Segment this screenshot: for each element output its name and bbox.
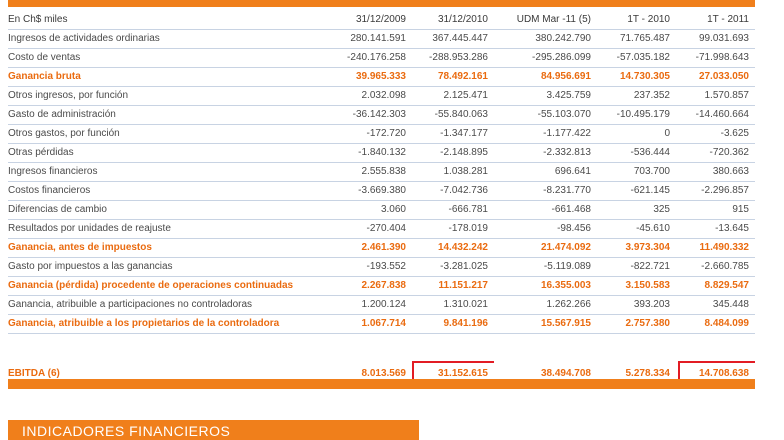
row-label: Gasto de administración (8, 106, 330, 125)
section-title: INDICADORES FINANCIEROS (22, 423, 231, 439)
row-value: 2.555.838 (330, 163, 412, 182)
row-value: 280.141.591 (330, 30, 412, 49)
row-label: Ingresos financieros (8, 163, 330, 182)
row-value: 237.352 (597, 87, 676, 106)
row-value: 27.033.050 (676, 68, 755, 87)
row-label: Otros gastos, por función (8, 125, 330, 144)
row-value: -71.998.643 (676, 49, 755, 68)
table-header-row (8, 11, 755, 30)
column-header-label: En Ch$ miles (8, 11, 330, 30)
row-value: -57.035.182 (597, 49, 676, 68)
row-value: 2.125.471 (412, 87, 494, 106)
column-header-2010: 31/12/2010 (412, 11, 494, 30)
row-value: -36.142.303 (330, 106, 412, 125)
table-row (8, 49, 755, 68)
row-value: 16.355.003 (494, 277, 597, 296)
row-value: -270.404 (330, 220, 412, 239)
ebitda-value: 38.494.708 (540, 368, 591, 379)
row-value: -2.296.857 (676, 182, 755, 201)
row-value: 14.432.242 (412, 239, 494, 258)
ebitda-value: 14.708.638 (676, 361, 755, 386)
row-value: 84.956.691 (494, 68, 597, 87)
row-value: -10.495.179 (597, 106, 676, 125)
table-row (8, 163, 755, 182)
row-value: 1.570.857 (676, 87, 755, 106)
row-value: -178.019 (412, 220, 494, 239)
row-value: 915 (676, 201, 755, 220)
row-value: -661.468 (494, 201, 597, 220)
row-value: 0 (597, 125, 676, 144)
row-value: 703.700 (597, 163, 676, 182)
row-label: Gasto por impuestos a las ganancias (8, 258, 330, 277)
top-orange-bar (8, 0, 755, 7)
row-value: -193.552 (330, 258, 412, 277)
row-label: Ingresos de actividades ordinarias (8, 30, 330, 49)
row-value: 15.567.915 (494, 315, 597, 334)
row-value: 345.448 (676, 296, 755, 315)
row-value: -2.332.813 (494, 144, 597, 163)
table-row (8, 258, 755, 277)
row-value: -3.281.025 (412, 258, 494, 277)
row-value: 21.474.092 (494, 239, 597, 258)
row-value: -98.456 (494, 220, 597, 239)
row-value: -2.660.785 (676, 258, 755, 277)
column-header-1t-2011: 1T - 2011 (676, 11, 755, 30)
row-value: 696.641 (494, 163, 597, 182)
row-value: 1.310.021 (412, 296, 494, 315)
orange-separator-bar (8, 379, 755, 389)
row-value: 1.067.714 (330, 315, 412, 334)
row-value: -5.119.089 (494, 258, 597, 277)
row-value: 9.841.196 (412, 315, 494, 334)
table-row (8, 87, 755, 106)
table-row (8, 296, 755, 315)
row-value: -172.720 (330, 125, 412, 144)
table-row (8, 239, 755, 258)
row-value: 8.484.099 (676, 315, 755, 334)
row-value: -295.286.099 (494, 49, 597, 68)
row-value: 380.663 (676, 163, 755, 182)
row-value: 11.151.217 (412, 277, 494, 296)
row-value: -621.145 (597, 182, 676, 201)
ebitda-value: 31.152.615 (412, 361, 494, 386)
row-value: -55.103.070 (494, 106, 597, 125)
row-value: 1.038.281 (412, 163, 494, 182)
row-value: 2.461.390 (330, 239, 412, 258)
row-value: -240.176.258 (330, 49, 412, 68)
row-label: Otras pérdidas (8, 144, 330, 163)
row-value: 71.765.487 (597, 30, 676, 49)
table-row (8, 68, 755, 87)
row-value: 3.060 (330, 201, 412, 220)
row-value: -7.042.736 (412, 182, 494, 201)
row-value: 380.242.790 (494, 30, 597, 49)
row-label: Otros ingresos, por función (8, 87, 330, 106)
table-row (8, 106, 755, 125)
row-label: Diferencias de cambio (8, 201, 330, 220)
row-value: -1.347.177 (412, 125, 494, 144)
row-label: Ganancia, antes de impuestos (8, 239, 330, 258)
row-value: -720.362 (676, 144, 755, 163)
row-value: -288.953.286 (412, 49, 494, 68)
row-value: 3.425.759 (494, 87, 597, 106)
table-row (8, 315, 755, 334)
ebitda-label: EBITDA (6) (8, 368, 60, 379)
row-value: 11.490.332 (676, 239, 755, 258)
row-value: 99.031.693 (676, 30, 755, 49)
table-row (8, 125, 755, 144)
financial-statement-table (8, 11, 755, 386)
row-value: -666.781 (412, 201, 494, 220)
row-label: Ganancia bruta (8, 68, 330, 87)
row-value: 8.829.547 (676, 277, 755, 296)
row-value: 2.757.380 (597, 315, 676, 334)
row-value: 325 (597, 201, 676, 220)
table-row (8, 30, 755, 49)
row-value: -8.231.770 (494, 182, 597, 201)
row-value: -3.669.380 (330, 182, 412, 201)
column-header-2009: 31/12/2009 (330, 11, 412, 30)
row-label: Resultados por unidades de reajuste (8, 220, 330, 239)
row-value: 367.445.447 (412, 30, 494, 49)
row-value: 393.203 (597, 296, 676, 315)
row-value: -2.148.895 (412, 144, 494, 163)
row-value: -45.610 (597, 220, 676, 239)
spacer-row (8, 334, 755, 362)
row-value: 1.262.266 (494, 296, 597, 315)
row-value: -822.721 (597, 258, 676, 277)
row-value: -14.460.664 (676, 106, 755, 125)
row-value: 3.150.583 (597, 277, 676, 296)
table-row (8, 144, 755, 163)
row-value: -3.625 (676, 125, 755, 144)
section-header-tab (8, 420, 419, 440)
ebitda-value: 8.013.569 (361, 368, 406, 379)
table-row (8, 201, 755, 220)
row-label: Ganancia (pérdida) procedente de operaciones continuadas (8, 277, 330, 296)
column-header-udm: UDM Mar -11 (5) (494, 11, 597, 30)
row-label: Costos financieros (8, 182, 330, 201)
row-value: -536.444 (597, 144, 676, 163)
row-value: -55.840.063 (412, 106, 494, 125)
row-value: 78.492.161 (412, 68, 494, 87)
row-label: Ganancia, atribuible a participaciones no controladoras (8, 296, 330, 315)
ebitda-value: 5.278.334 (625, 368, 670, 379)
row-value: 2.267.838 (330, 277, 412, 296)
row-label: Costo de ventas (8, 49, 330, 68)
table-row (8, 182, 755, 201)
row-label: Ganancia, atribuible a los propietarios de la controladora (8, 315, 330, 334)
row-value: -1.177.422 (494, 125, 597, 144)
table-row (8, 220, 755, 239)
row-value: 3.973.304 (597, 239, 676, 258)
row-value: 39.965.333 (330, 68, 412, 87)
table-row (8, 277, 755, 296)
row-value: -1.840.132 (330, 144, 412, 163)
row-value: -13.645 (676, 220, 755, 239)
row-value: 2.032.098 (330, 87, 412, 106)
row-value: 14.730.305 (597, 68, 676, 87)
row-value: 1.200.124 (330, 296, 412, 315)
column-header-1t-2010: 1T - 2010 (597, 11, 676, 30)
